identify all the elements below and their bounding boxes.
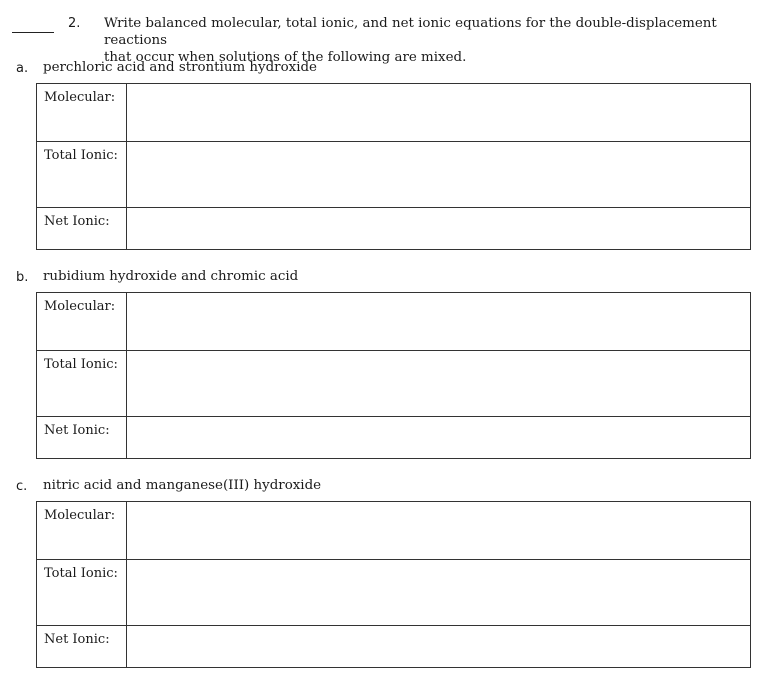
molecular-label: Molecular: — [37, 502, 127, 559]
part-a-title: perchloric acid and strontium hydroxide — [43, 60, 317, 75]
net-ionic-label: Net Ionic: — [37, 208, 127, 249]
part-c-molecular-answer[interactable] — [127, 502, 750, 559]
total-ionic-label: Total Ionic: — [37, 142, 127, 207]
question-prompt — [104, 15, 754, 66]
question-prompt-line-1: Write balanced molecular, total ionic, and net ionic equations for the double-displacement reactions — [104, 16, 717, 48]
part-c-total-ionic-row — [37, 560, 750, 626]
part-b-molecular-row — [37, 293, 750, 351]
part-a-molecular-answer[interactable] — [127, 84, 750, 141]
part-c-net-ionic-answer[interactable] — [127, 626, 750, 667]
part-b-total-ionic-answer[interactable] — [127, 351, 750, 416]
part-b-equation-table — [36, 292, 751, 459]
part-b-total-ionic-row — [37, 351, 750, 417]
part-a-net-ionic-row — [37, 208, 750, 249]
total-ionic-label: Total Ionic: — [37, 351, 127, 416]
part-a-net-ionic-answer[interactable] — [127, 208, 750, 249]
part-b-title: rubidium hydroxide and chromic acid — [43, 269, 299, 284]
part-a-equation-table — [36, 83, 751, 250]
part-a-total-ionic-answer[interactable] — [127, 142, 750, 207]
part-a-molecular-row — [37, 84, 750, 142]
net-ionic-label: Net Ionic: — [37, 417, 127, 458]
part-c-equation-table — [36, 501, 751, 668]
part-a-letter: a. — [16, 61, 29, 76]
part-b-molecular-answer[interactable] — [127, 293, 750, 350]
part-c-title: nitric acid and manganese(III) hydroxide — [43, 478, 322, 493]
total-ionic-label: Total Ionic: — [37, 560, 127, 625]
answer-blank-line[interactable] — [12, 32, 54, 33]
part-c-net-ionic-row — [37, 626, 750, 667]
molecular-label: Molecular: — [37, 293, 127, 350]
net-ionic-label: Net Ionic: — [37, 626, 127, 667]
part-c-letter: c. — [16, 479, 28, 494]
part-b-letter: b. — [16, 270, 29, 285]
part-a-total-ionic-row — [37, 142, 750, 208]
part-c-molecular-row — [37, 502, 750, 560]
question-number: 2. — [68, 16, 81, 31]
part-b-net-ionic-row — [37, 417, 750, 458]
question-prompt-line-2: that occur when solutions of the following are mixed. — [104, 50, 467, 65]
molecular-label: Molecular: — [37, 84, 127, 141]
part-c-total-ionic-answer[interactable] — [127, 560, 750, 625]
part-b-net-ionic-answer[interactable] — [127, 417, 750, 458]
